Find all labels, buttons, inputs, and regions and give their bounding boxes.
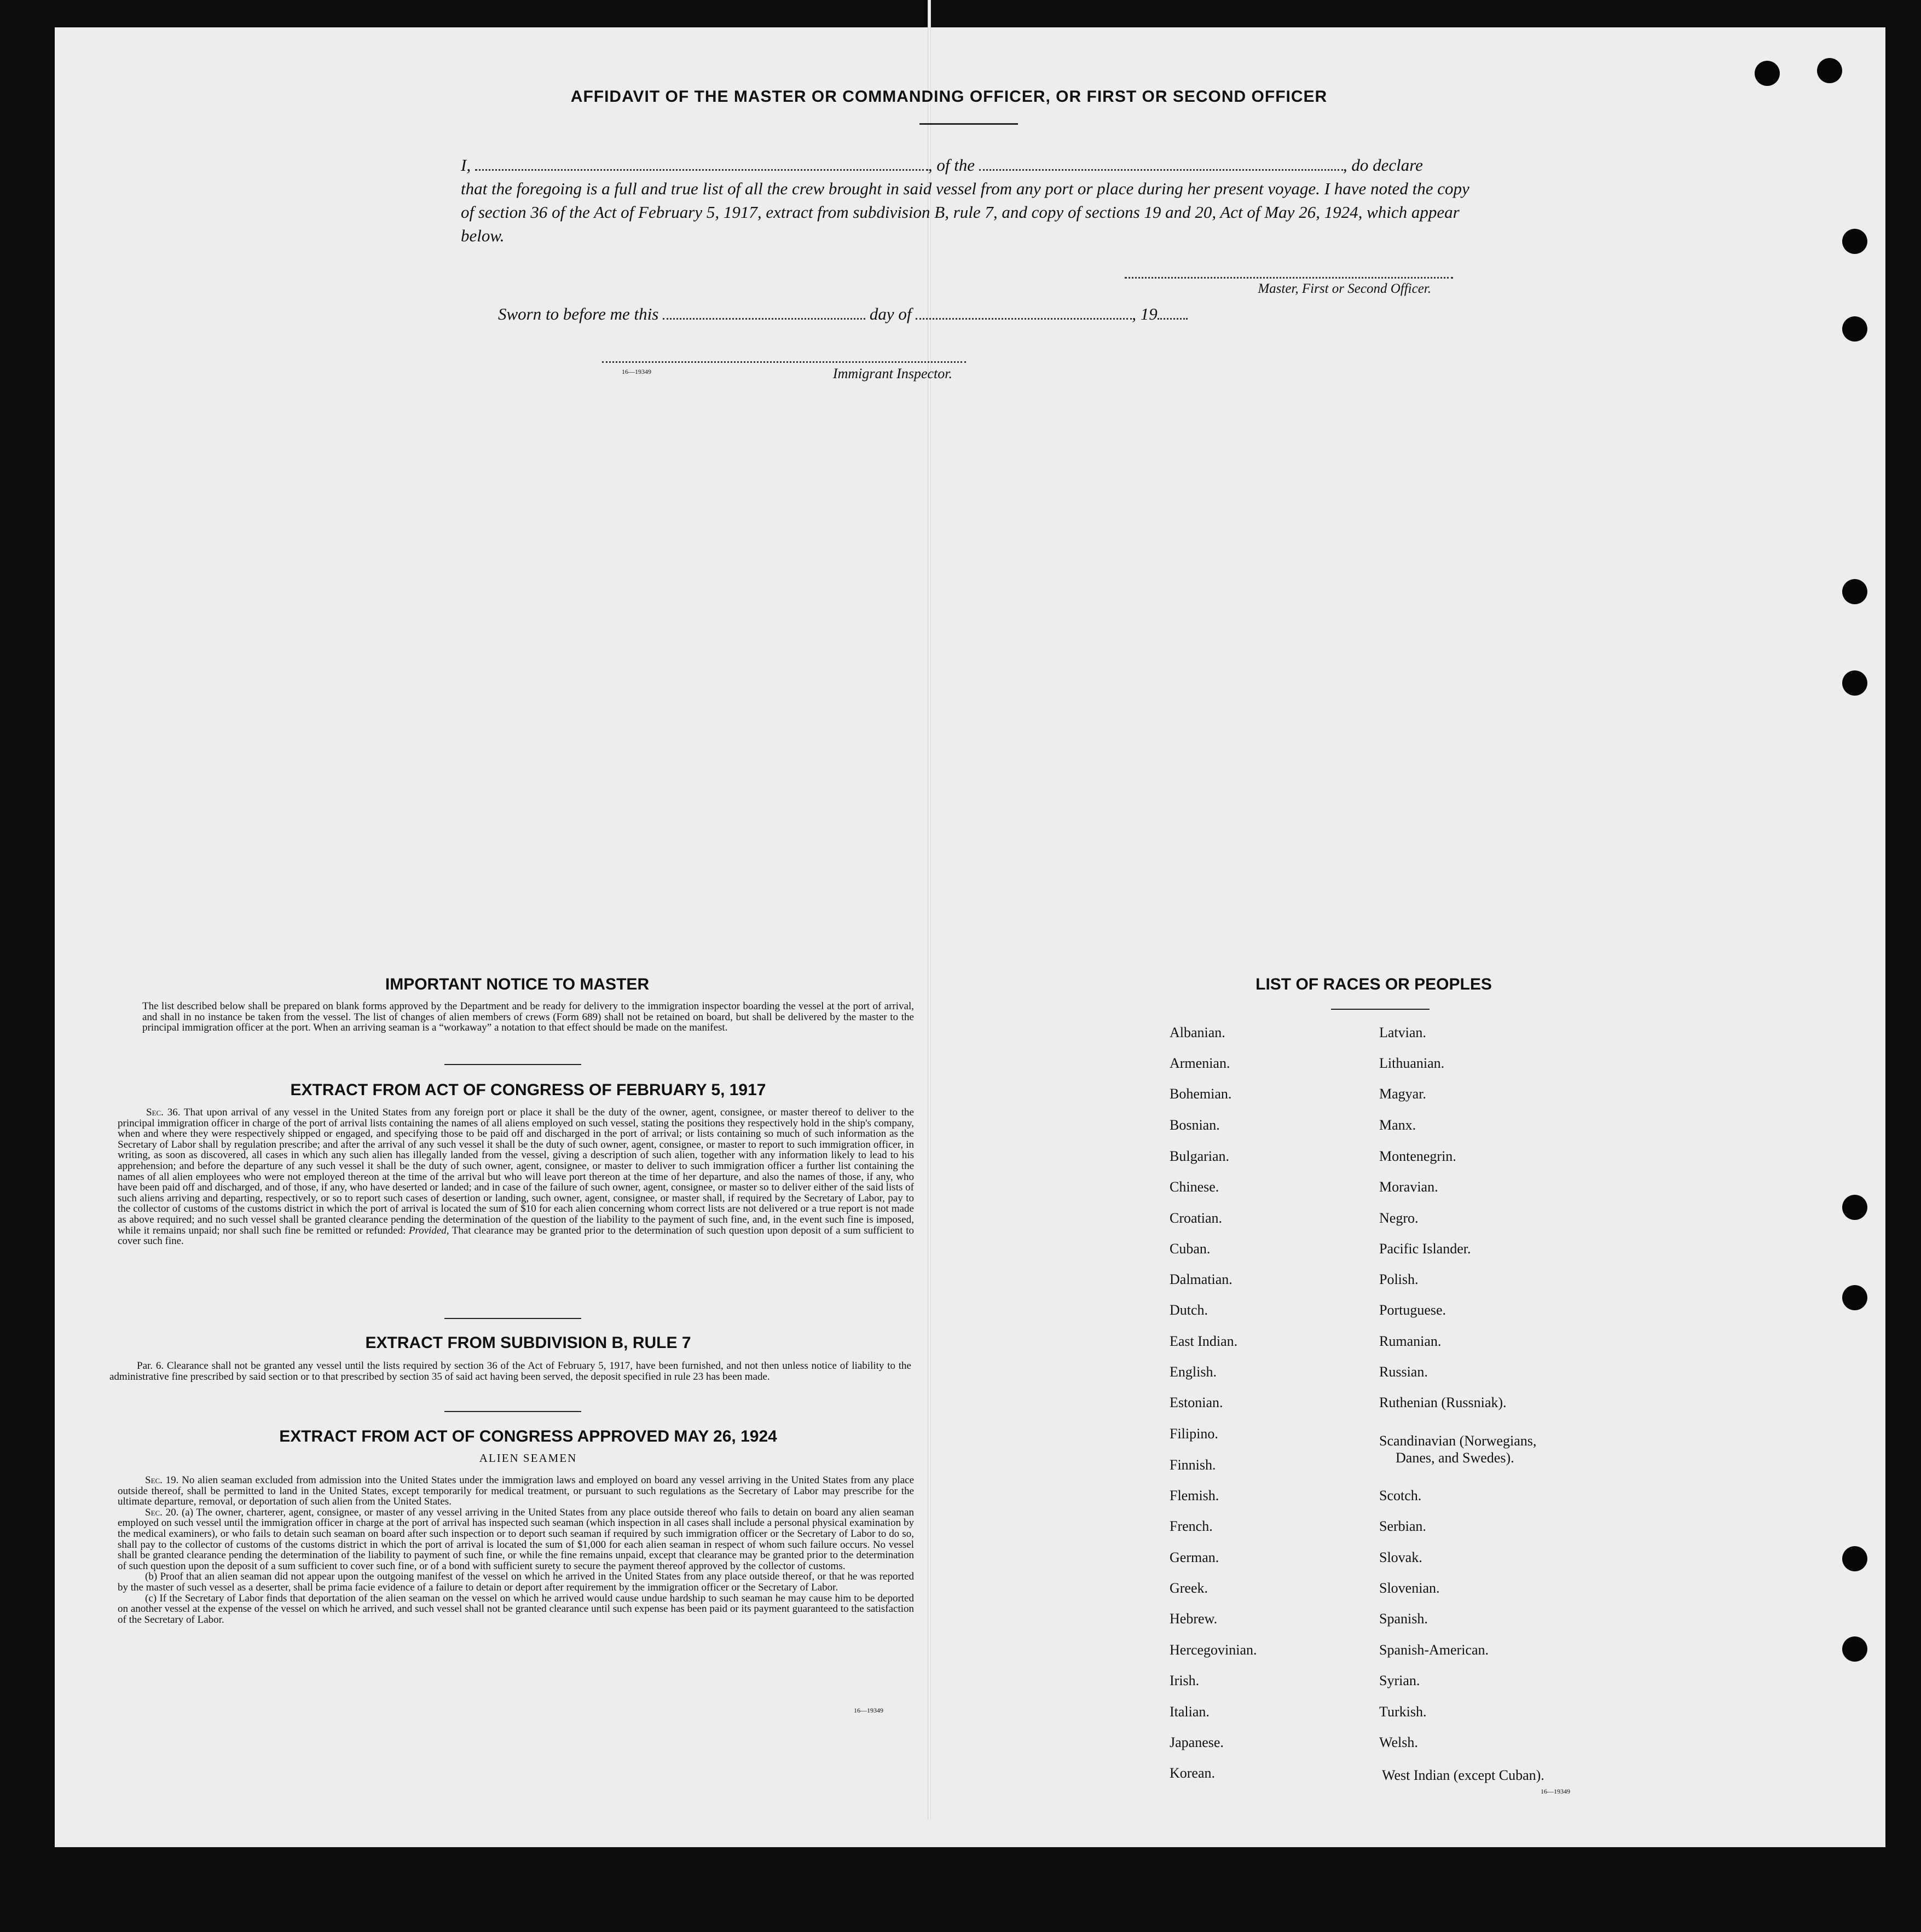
sec19-paragraph <box>118 1475 914 1507</box>
sec20-label: Sec. 20. <box>145 1506 179 1518</box>
race-item: Polish. <box>1379 1271 1419 1287</box>
extract-1917-heading: EXTRACT FROM ACT OF CONGRESS OF FEBRUARY 5, 1917 <box>290 1081 766 1099</box>
race-item: Turkish. <box>1379 1704 1427 1720</box>
race-item: German. <box>1170 1549 1219 1565</box>
declare-suffix: , do declare <box>1343 155 1423 175</box>
name-field[interactable] <box>475 155 928 171</box>
section-rule <box>444 1064 581 1065</box>
race-item: Montenegrin. <box>1379 1148 1456 1164</box>
vessel-field[interactable] <box>979 155 1343 171</box>
punch-hole <box>1817 58 1842 83</box>
race-item-continued: Danes, and Swedes). <box>1396 1450 1514 1466</box>
section-rule <box>444 1318 581 1319</box>
sworn-month-field[interactable] <box>916 304 1132 320</box>
sec36-text: That upon arrival of any vessel in the United States from any foreign port or place it shall be the duty of the owner, agent, consignee, or master thereof to deliver to the principal immigration officer in charge of the port of arrival lists containing the names of all aliens employed on such vessel, stating the positions they respectively hold in the ship's company, when and where they were respectively shipped or engaged, and specifying those to be paid off and discharged in the port of arrival; or lists containing so much of such information as the Secretary of Labor shall by regulation prescribe; and after the arrival of any such vessel it shall be the duty of such owner, agent, consignee, or master to report to such immigration officer, in writing, as soon as discovered, all cases in which any such alien has illegally landed from the vessel, giving a description of such alien, together with any information likely to lead to his apprehension; and before the departure of any such vessel it shall be the duty of such owner, agent, consignee, or master to deliver to such immigration officer a further list containing the names of all alien employees who were not employed thereon at the time of the arrival but who will leave port thereon at the time of her departure, and also the names of those, if any, who have been paid off and discharged, and of those, if any, who have deserted or landed; and in case of the failure of such owner, agent, consignee, or master so to deliver either of the said lists of such aliens arriving and departing, respectively, or so to report such cases of desertion or landing, such owner, agent, consignee, or master shall, if required by the Secretary of Labor, pay to the collector of customs of the customs district in which the port of arrival is located the sum of $10 for each alien concerning whom correct lists are not delivered or a true report is not made as above required; and no such vessel shall be granted clearance pending the determination of the question of the liability to the payment of such fine, and, in the event such fine is imposed, while it remains unpaid; nor shall such fine be remitted or refunded: <box>118 1107 914 1236</box>
race-item: East Indian. <box>1170 1333 1238 1349</box>
race-item: Rumanian. <box>1379 1333 1442 1349</box>
race-item: Serbian. <box>1379 1518 1426 1534</box>
section-rule <box>444 1411 581 1412</box>
sworn-day-field[interactable] <box>663 304 865 320</box>
sec19-text: No alien seaman excluded from admission into the United States under the immigration laws and employed on board any vessel arriving in the United States from any place outside thereof, shall be permitted to land in the United States, except temporarily for medical treatment, or pursuant to such regulations as the Secretary of Labor may prescribe for the ultimate departure, removal, or deportation of such alien from the United States. <box>118 1474 915 1508</box>
race-item: Bohemian. <box>1170 1086 1232 1102</box>
sec20a-paragraph <box>118 1507 914 1572</box>
sworn-year-field[interactable] <box>1158 304 1188 320</box>
race-item: English. <box>1170 1364 1217 1380</box>
race-item: Albanian. <box>1170 1025 1225 1040</box>
race-item: Scandinavian (Norwegians, <box>1379 1433 1537 1449</box>
race-item: Negro. <box>1379 1210 1419 1226</box>
sec36-label: Sec. 36. <box>146 1107 181 1118</box>
race-item: Welsh. <box>1379 1734 1418 1750</box>
race-item: West Indian (except Cuban). <box>1382 1767 1544 1783</box>
affidavit-text <box>461 153 1473 247</box>
race-item: Croatian. <box>1170 1210 1223 1226</box>
race-item: Flemish. <box>1170 1488 1219 1503</box>
race-item: Lithuanian. <box>1379 1055 1445 1071</box>
race-item: French. <box>1170 1518 1213 1534</box>
race-item: Finnish. <box>1170 1457 1216 1473</box>
punch-hole <box>1842 1636 1867 1662</box>
punch-hole <box>1842 579 1867 604</box>
declarant-prefix: I, <box>461 155 471 175</box>
race-item: Syrian. <box>1379 1673 1420 1688</box>
punch-hole <box>1842 316 1867 342</box>
race-item: Slovenian. <box>1379 1580 1440 1596</box>
races-heading: LIST OF RACES OR PEOPLES <box>1255 975 1492 993</box>
vessel-prefix: , of the <box>928 155 975 175</box>
inspector-label: Immigrant Inspector. <box>832 366 952 381</box>
race-item: Pacific Islander. <box>1379 1241 1471 1257</box>
race-item: Slovak. <box>1379 1549 1422 1565</box>
race-item: Estonian. <box>1170 1395 1223 1410</box>
race-item: Russian. <box>1379 1364 1428 1380</box>
declaration-line <box>461 153 1473 177</box>
race-item: Japanese. <box>1170 1734 1224 1750</box>
notice-text: The list described below shall be prepared on blank forms approved by the Department and be ready for delivery to the immigration inspector boarding the vessel at the port of arrival, and shall in no instance be taken from the vessel. The list of changes of alien members of crews (Form 689) shall not be retained on board, but shall be delivered by the master to the principal immigration officer at the port. When an arriving seaman is a “workaway” a notation to that effect should be made on the manifest. <box>142 1000 914 1034</box>
punch-hole <box>1842 670 1867 696</box>
races-rule <box>1331 1009 1430 1010</box>
punch-hole <box>1755 61 1780 86</box>
sec36-proviso: Provided, <box>408 1224 449 1236</box>
sec36-text-end: That clearance may be granted prior to the determination of such question upon deposit of a sum sufficient to cover such fine. <box>118 1224 914 1247</box>
race-item: Bulgarian. <box>1170 1148 1230 1164</box>
race-item: Armenian. <box>1170 1055 1230 1071</box>
punch-hole <box>1842 1195 1867 1220</box>
extract-1924-text <box>118 1475 914 1625</box>
punch-hole <box>1842 229 1867 254</box>
affidavit-body: that the foregoing is a full and true list of all the crew brought in said vessel from any port or place during her present voyage. I have noted the copy of section 36 of the Act of February 5, 1917, extract from subdivision B, rule 7, and copy of sections 19 and 20, Act of May 26, 1924, which appear below. <box>461 179 1469 245</box>
race-item: Latvian. <box>1379 1025 1426 1040</box>
race-item: Dalmatian. <box>1170 1271 1233 1287</box>
race-item: Spanish. <box>1379 1611 1428 1627</box>
rule7-heading: EXTRACT FROM SUBDIVISION B, RULE 7 <box>365 1334 691 1352</box>
affidavit-title: AFFIDAVIT OF THE MASTER OR COMMANDING OFFICER, OR FIRST OR SECOND OFFICER <box>570 88 1328 106</box>
extract-1917-text <box>118 1107 914 1247</box>
race-item: Hebrew. <box>1170 1611 1218 1627</box>
inspector-signature-line[interactable] <box>602 361 966 363</box>
race-item: Bosnian. <box>1170 1117 1220 1133</box>
race-item: Chinese. <box>1170 1179 1219 1195</box>
sworn-prefix: Sworn to before me this <box>498 304 659 323</box>
sec19-label: Sec. 19. <box>145 1474 179 1486</box>
master-signature-line[interactable] <box>1125 277 1453 279</box>
sworn-year-prefix: , 19 <box>1132 304 1158 323</box>
race-item: Filipino. <box>1170 1426 1218 1442</box>
form-code: 16—19349 <box>622 368 651 375</box>
race-item: Scotch. <box>1379 1488 1422 1503</box>
race-item: Ruthenian (Russniak). <box>1379 1395 1507 1410</box>
sec20a-text: (a) The owner, charterer, agent, consignee, or master of any vessel arriving in the United States from any place outside thereof who fails to detain on board any alien seaman employed on such vessel until the immigration officer in charge at the port of arrival has inspected such seaman (which inspection in all cases shall include a personal physical examination by the medical examiners), or who fails to detain such seaman on board after such inspection or to deport such seaman if required by such immigration officer or the Secretary of Labor to do so, shall pay to the collector of customs of the customs district in which the port of arrival is located the sum of $1,000 for each alien seaman in respect of whom such failure occurs. No vessel shall be granted clearance pending the determination of the liability to payment of such fine, or while the fine remains unpaid, except that clearance may be granted prior to the determination of such question upon the deposit of a sum sufficient to cover such fine, or of a bond with sufficient surety to secure the payment thereof approved by the collector of customs. <box>118 1506 915 1572</box>
race-item: Magyar. <box>1379 1086 1426 1102</box>
alien-seamen-subheading: ALIEN SEAMEN <box>479 1451 577 1465</box>
sworn-line <box>498 304 1264 324</box>
race-item: Manx. <box>1379 1117 1416 1133</box>
page-fold <box>928 0 931 1820</box>
rule7-text: Par. 6. Clearance shall not be granted any vessel until the lists required by section 36 of the Act of February 5, 1917, have been furnished, and not then unless notice of liability to the administrative fine prescribed by said section or to that prescribed by section 35 of said act having been served, the deposit specified in rule 23 has been made. <box>109 1360 911 1383</box>
race-item: Italian. <box>1170 1704 1210 1720</box>
sec20b-text: (b) Proof that an alien seaman did not appear upon the outgoing manifest of the vessel on which he arrived in the United States from any place outside thereof, or that he was reported by the master of such vessel as a deserter, shall be prima facie evidence of a failure to detain or deport after requirement by the immigration officer or the Secretary of Labor. <box>118 1571 914 1593</box>
punch-hole <box>1842 1285 1867 1310</box>
notice-heading: IMPORTANT NOTICE TO MASTER <box>385 975 650 993</box>
race-item: Greek. <box>1170 1580 1208 1596</box>
race-item: Spanish-American. <box>1379 1642 1489 1658</box>
race-item: Cuban. <box>1170 1241 1211 1257</box>
extract-1924-heading: EXTRACT FROM ACT OF CONGRESS APPROVED MAY 26, 1924 <box>279 1427 777 1445</box>
race-item: Irish. <box>1170 1673 1200 1688</box>
sec20c-text: (c) If the Secretary of Labor finds that deportation of the alien seaman on the vessel on which he arrived would cause undue hardship to such seaman he may cause him to be deported on another vessel at the expense of the vessel on which he arrived, and such vessel shall not be granted clearance until such expense has been paid or its payment guaranteed to the satisfaction of the Secretary of Labor. <box>118 1592 914 1626</box>
punch-hole <box>1842 1546 1867 1571</box>
sworn-day-of: day of <box>869 304 912 323</box>
title-rule <box>919 123 1018 125</box>
race-item: Portuguese. <box>1379 1302 1446 1318</box>
race-item: Moravian. <box>1379 1179 1438 1195</box>
master-signature-label: Master, First or Second Officer. <box>1258 281 1431 296</box>
form-code: 16—19349 <box>1541 1788 1570 1795</box>
race-item: Dutch. <box>1170 1302 1208 1318</box>
race-item: Korean. <box>1170 1765 1216 1781</box>
race-item: Hercegovinian. <box>1170 1642 1257 1658</box>
form-code: 16—19349 <box>854 1707 883 1714</box>
